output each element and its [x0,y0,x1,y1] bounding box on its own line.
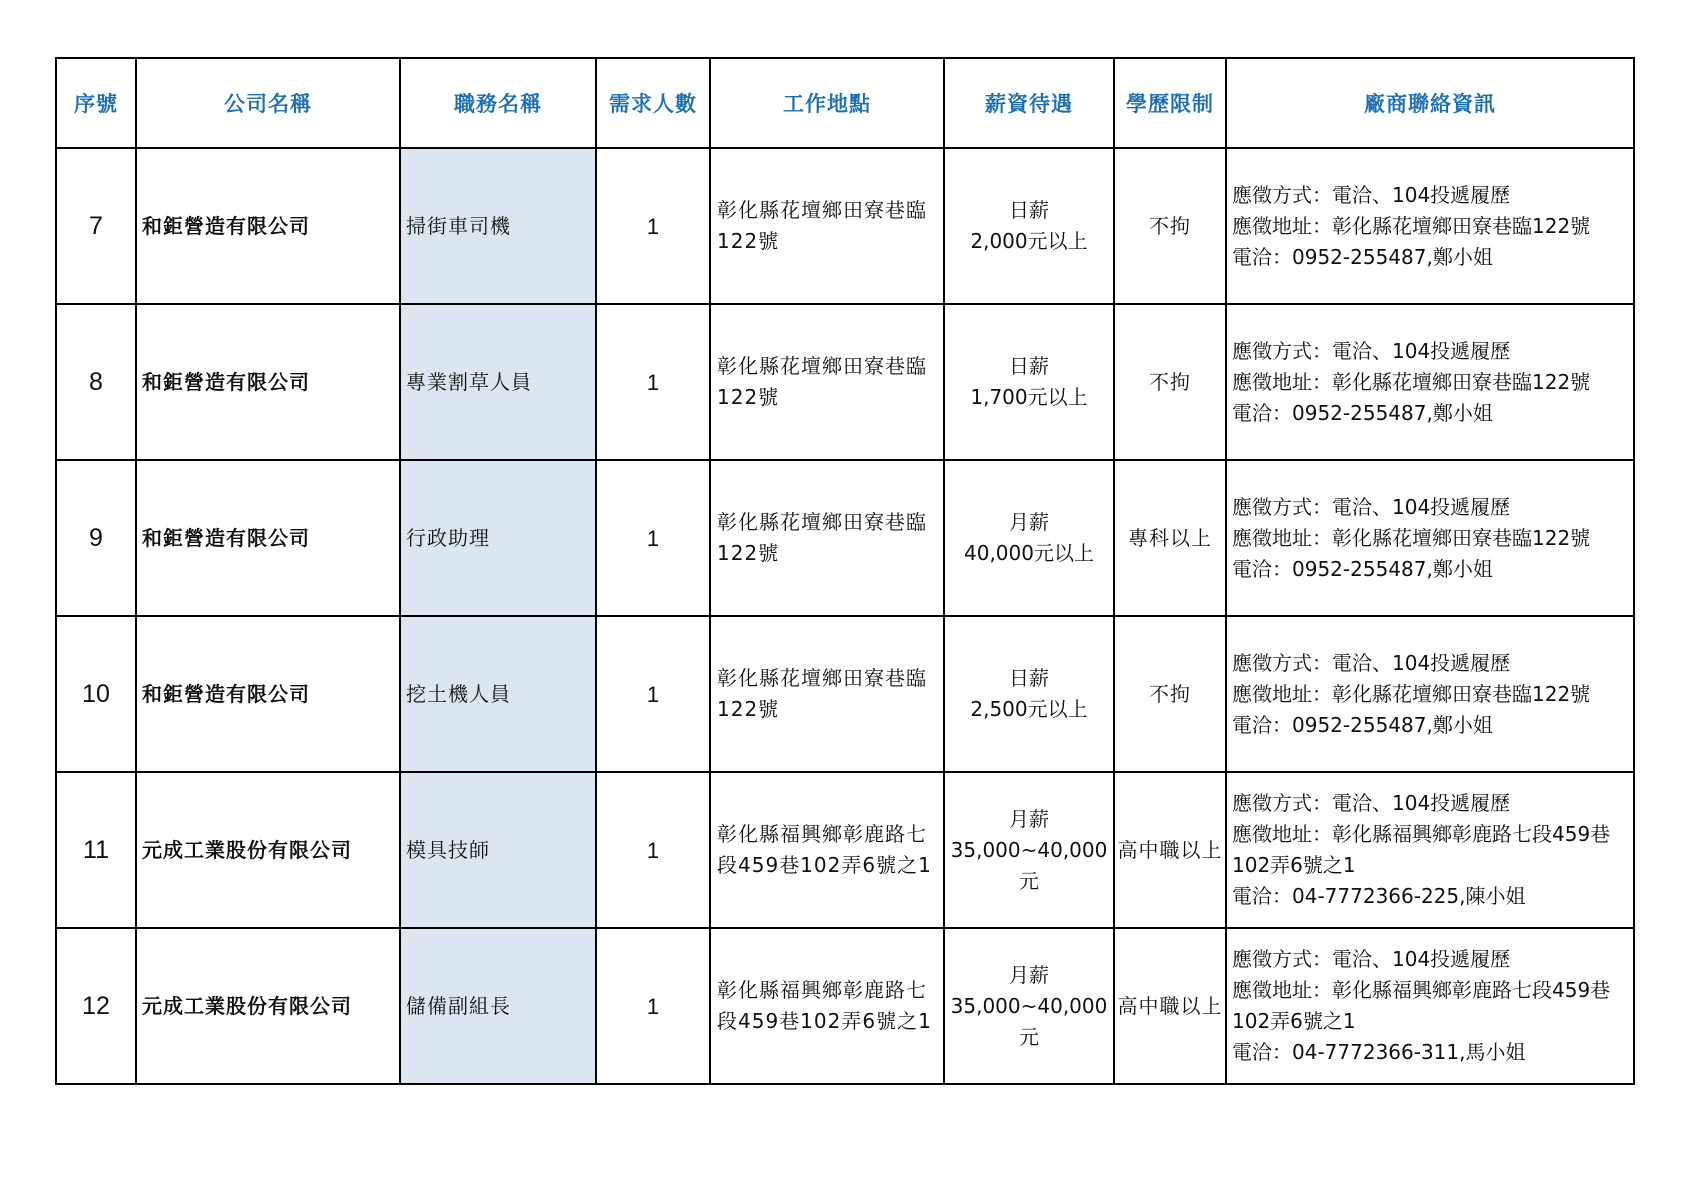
salary [944,928,1114,1084]
education-requirement: 專科以上 [1114,460,1226,616]
salary-amount: 1,700元以上 [970,385,1088,409]
work-location: 彰化縣花壇鄉田寮巷臨122號 [710,148,944,304]
education-requirement: 不拘 [1114,304,1226,460]
headcount: 1 [596,304,710,460]
company-name: 和鉅營造有限公司 [136,460,400,616]
apply-address: 應徵地址：彰化縣花壇鄉田寮巷臨122號 [1232,681,1591,706]
table-row [56,304,1634,460]
apply-method: 應徵方式：電洽、104投遞履歷 [1232,338,1511,363]
company-name: 和鉅營造有限公司 [136,148,400,304]
headcount: 1 [596,148,710,304]
header-row [56,58,1634,148]
table-row [56,148,1634,304]
company-name: 和鉅營造有限公司 [136,616,400,772]
salary-amount: 35,000~40,000元 [950,993,1108,1049]
table-row [56,928,1634,1084]
apply-address: 應徵地址：彰化縣福興鄉彰鹿路七段459巷102弄6號之1 [1232,978,1611,1033]
row-number: 10 [56,616,136,772]
headcount: 1 [596,616,710,772]
company-name: 元成工業股份有限公司 [136,772,400,928]
row-number: 7 [56,148,136,304]
salary [944,304,1114,460]
job-title: 專業割草人員 [400,304,596,460]
company-name: 和鉅營造有限公司 [136,304,400,460]
apply-method: 應徵方式：電洽、104投遞履歷 [1232,947,1511,971]
header-location: 工作地點 [710,58,944,148]
contact-info [1226,148,1634,304]
contact-phone: 電洽：04-7772366-311,馬小姐 [1232,1040,1526,1064]
apply-address: 應徵地址：彰化縣福興鄉彰鹿路七段459巷102弄6號之1 [1232,822,1611,877]
contact-phone: 電洽：04-7772366-225,陳小姐 [1232,884,1526,908]
company-name: 元成工業股份有限公司 [136,928,400,1084]
contact-info [1226,460,1634,616]
apply-address: 應徵地址：彰化縣花壇鄉田寮巷臨122號 [1232,525,1591,550]
header-salary: 薪資待遇 [944,58,1114,148]
apply-address: 應徵地址：彰化縣花壇鄉田寮巷臨122號 [1232,213,1591,238]
apply-method: 應徵方式：電洽、104投遞履歷 [1232,494,1511,519]
row-number: 12 [56,928,136,1084]
table-row [56,616,1634,772]
table-row [56,772,1634,928]
salary-amount: 2,500元以上 [970,697,1088,721]
salary-type: 月薪 [1009,510,1049,534]
job-title: 模具技師 [400,772,596,928]
headcount: 1 [596,460,710,616]
education-requirement: 不拘 [1114,616,1226,772]
contact-phone: 電洽：0952-255487,鄭小姐 [1232,400,1493,425]
salary [944,460,1114,616]
job-title: 儲備副組長 [400,928,596,1084]
job-title: 挖土機人員 [400,616,596,772]
table-row [56,460,1634,616]
apply-method: 應徵方式：電洽、104投遞履歷 [1232,791,1511,815]
apply-method: 應徵方式：電洽、104投遞履歷 [1232,182,1511,207]
contact-info [1226,304,1634,460]
salary [944,616,1114,772]
salary [944,148,1114,304]
row-number: 11 [56,772,136,928]
row-number: 9 [56,460,136,616]
contact-info [1226,928,1634,1084]
work-location: 彰化縣花壇鄉田寮巷臨122號 [710,304,944,460]
contact-info [1226,772,1634,928]
header-count: 需求人數 [596,58,710,148]
work-location: 彰化縣福興鄉彰鹿路七段459巷102弄6號之1 [710,928,944,1084]
salary-amount: 40,000元以上 [964,541,1094,565]
header-education: 學歷限制 [1114,58,1226,148]
header-contact: 廠商聯絡資訊 [1226,58,1634,148]
salary-amount: 2,000元以上 [970,229,1088,253]
work-location: 彰化縣福興鄉彰鹿路七段459巷102弄6號之1 [710,772,944,928]
contact-phone: 電洽：0952-255487,鄭小姐 [1232,556,1493,581]
header-no: 序號 [56,58,136,148]
row-number: 8 [56,304,136,460]
apply-address: 應徵地址：彰化縣花壇鄉田寮巷臨122號 [1232,369,1591,394]
job-listing-table [55,57,1635,1085]
salary-type: 月薪 [1009,962,1049,987]
header-job: 職務名稱 [400,58,596,148]
headcount: 1 [596,772,710,928]
contact-phone: 電洽：0952-255487,鄭小姐 [1232,244,1493,269]
headcount: 1 [596,928,710,1084]
salary-type: 日薪 [1009,198,1049,222]
contact-phone: 電洽：0952-255487,鄭小姐 [1232,712,1493,737]
salary-type: 日薪 [1009,354,1049,378]
education-requirement: 高中職以上 [1114,928,1226,1084]
salary-type: 日薪 [1009,666,1049,690]
education-requirement: 不拘 [1114,148,1226,304]
salary-type: 月薪 [1009,806,1049,831]
job-listing-sheet [55,57,1633,1085]
work-location: 彰化縣花壇鄉田寮巷臨122號 [710,616,944,772]
work-location: 彰化縣花壇鄉田寮巷臨122號 [710,460,944,616]
header-company: 公司名稱 [136,58,400,148]
education-requirement: 高中職以上 [1114,772,1226,928]
job-title: 掃街車司機 [400,148,596,304]
job-title: 行政助理 [400,460,596,616]
salary [944,772,1114,928]
contact-info [1226,616,1634,772]
apply-method: 應徵方式：電洽、104投遞履歷 [1232,650,1511,675]
salary-amount: 35,000~40,000元 [950,837,1108,893]
